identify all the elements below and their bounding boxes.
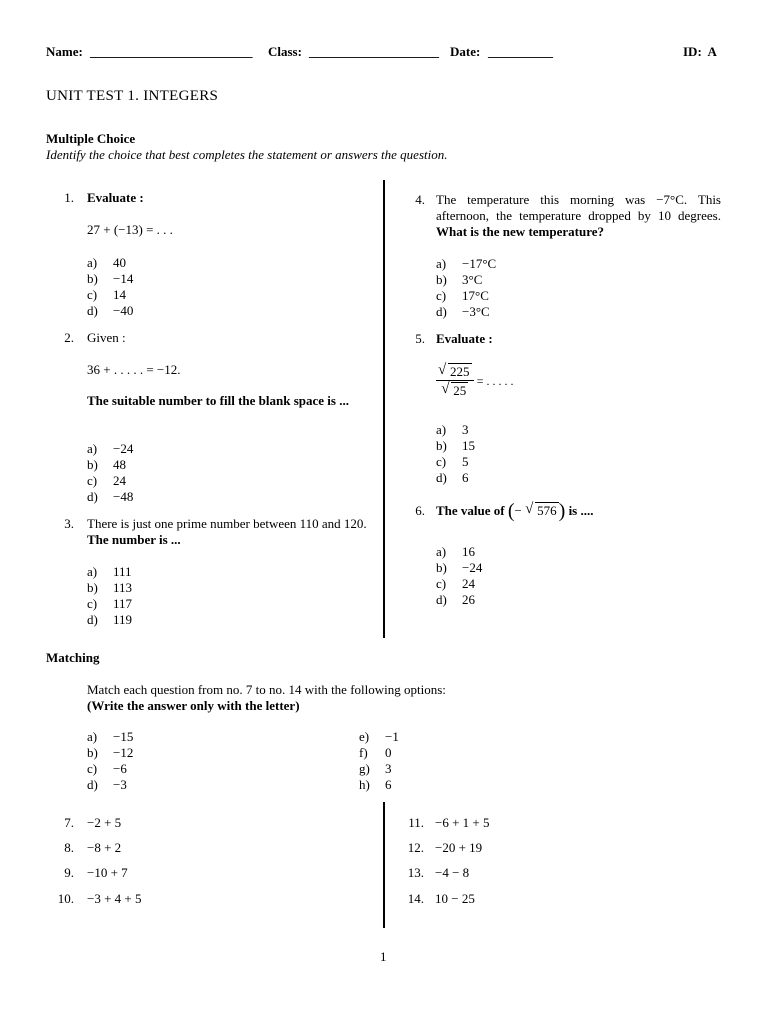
option-a[interactable]: a) 16	[436, 544, 475, 559]
mc-instruction: Identify the choice that best completes the statement or answers the question.	[46, 147, 448, 162]
matching-option: g) 3	[359, 761, 392, 776]
matching-instruction-bold: (Write the answer only with the letter)	[87, 698, 300, 713]
matching-instruction: Match each question from no. 7 to no. 14 with the following options:	[87, 682, 446, 697]
option-a[interactable]: a) −24	[87, 441, 134, 456]
option-b[interactable]: b) 3°C	[436, 272, 483, 287]
question-expression: 27 + (−13) = . . .	[87, 222, 173, 237]
option-d[interactable]: d) −3°C	[436, 304, 490, 319]
option-d[interactable]: d) −48	[87, 489, 134, 504]
question-stem: Given :	[87, 330, 126, 345]
matching-divider	[383, 802, 385, 928]
question-stem: Evaluate :	[436, 331, 493, 346]
matching-item-7[interactable]: 7. −2 + 5	[64, 815, 122, 830]
page-number: 1	[380, 949, 387, 964]
question-number: 4.	[415, 192, 425, 207]
question-expression: 36 + . . . . . = −12.	[87, 362, 181, 377]
question-number: 3.	[64, 516, 74, 531]
matching-option: h) 6	[359, 777, 392, 792]
date-label: Date:	[450, 44, 481, 59]
option-b[interactable]: b) −14	[87, 271, 134, 286]
matching-option: e) −1	[359, 729, 399, 744]
radical-fraction: √ 225 √ 25 = . . . . .	[438, 362, 514, 398]
class-label: Class:	[268, 44, 302, 59]
matching-item-12[interactable]: 12. −20 + 19	[407, 840, 483, 855]
id-label: ID: A	[683, 44, 717, 59]
option-d[interactable]: d) 6	[436, 470, 469, 485]
question-number: 6.	[415, 503, 425, 518]
question-stem: There is just one prime number between 110 and 120. The number is ...	[87, 516, 367, 547]
question-number: 1.	[64, 190, 74, 205]
column-divider	[383, 180, 385, 638]
matching-item-11[interactable]: 11. −6 + 1 + 5	[408, 815, 490, 830]
class-blank[interactable]: ____________________	[309, 44, 439, 59]
option-c[interactable]: c) 5	[436, 454, 469, 469]
option-a[interactable]: a) 111	[87, 564, 132, 579]
page-title: UNIT TEST 1. INTEGERS	[46, 88, 219, 104]
question-stem: The temperature this morning was −7°C. This afternoon, the temperature dropped by 10 degrees. What is the new temperature?	[436, 192, 721, 239]
question-prompt: The suitable number to fill the blank space is ...	[87, 393, 349, 408]
matching-option: f) 0	[359, 745, 392, 760]
option-a[interactable]: a) −17°C	[436, 256, 497, 271]
option-b[interactable]: b) 113	[87, 580, 133, 595]
matching-option: d) −3	[87, 777, 127, 792]
option-c[interactable]: c) 117	[87, 596, 133, 611]
matching-item-9[interactable]: 9. −10 + 7	[64, 865, 128, 880]
option-d[interactable]: d) 26	[436, 592, 475, 607]
matching-option: b) −12	[87, 745, 134, 760]
option-a[interactable]: a) 40	[87, 255, 126, 270]
matching-item-13[interactable]: 13. −4 − 8	[407, 865, 470, 880]
option-d[interactable]: d) 119	[87, 612, 133, 627]
option-c[interactable]: c) 24	[436, 576, 475, 591]
question-number: 5.	[415, 331, 425, 346]
option-c[interactable]: c) 24	[87, 473, 126, 488]
question-number: 2.	[64, 330, 74, 345]
question-stem: The value of (− √ 576 ) is ....	[436, 500, 594, 522]
mc-heading: Multiple Choice	[46, 131, 136, 146]
matching-option: a) −15	[87, 729, 134, 744]
option-c[interactable]: c) 17°C	[436, 288, 489, 303]
option-a[interactable]: a) 3	[436, 422, 469, 437]
date-blank[interactable]: __________	[488, 44, 553, 59]
option-b[interactable]: b) 15	[436, 438, 475, 453]
matching-item-10[interactable]: 10. −3 + 4 + 5	[57, 891, 142, 906]
question-stem: Evaluate :	[87, 190, 144, 205]
name-blank[interactable]: _________________________	[90, 44, 253, 59]
matching-item-14[interactable]: 14. 10 − 25	[407, 891, 475, 906]
option-c[interactable]: c) 14	[87, 287, 126, 302]
option-b[interactable]: b) 48	[87, 457, 126, 472]
matching-item-8[interactable]: 8. −8 + 2	[64, 840, 122, 855]
matching-heading: Matching	[46, 650, 100, 665]
matching-option: c) −6	[87, 761, 127, 776]
option-b[interactable]: b) −24	[436, 560, 483, 575]
option-d[interactable]: d) −40	[87, 303, 134, 318]
name-label: Name:	[46, 44, 83, 59]
